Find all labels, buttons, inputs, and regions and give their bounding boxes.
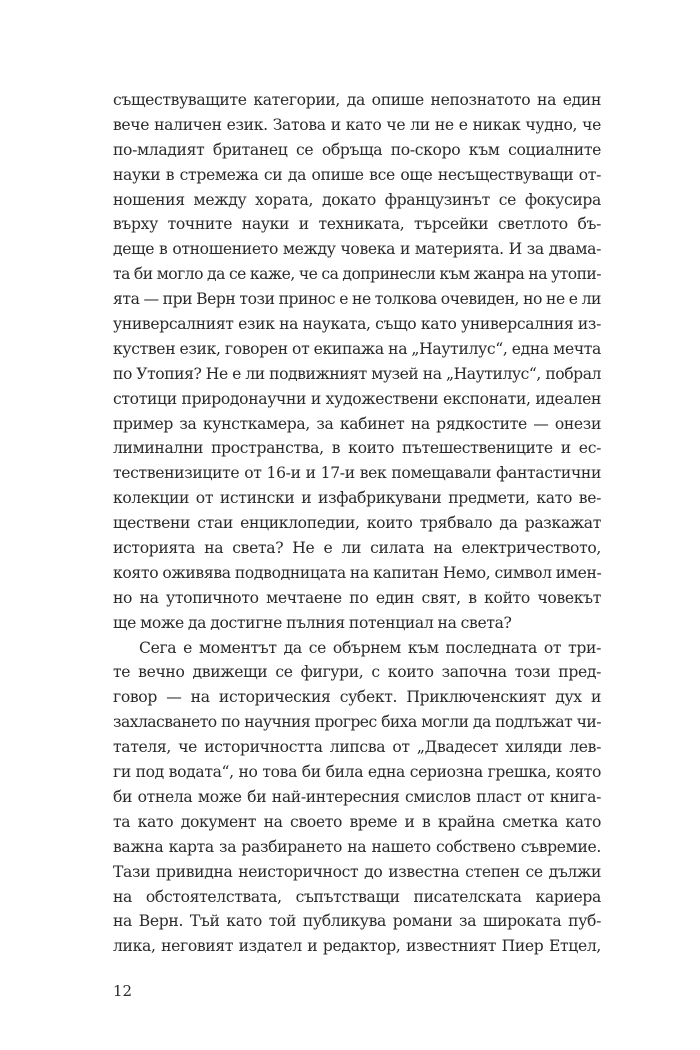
text-line: ще може да достигне пълния потенциал на света? [113, 613, 512, 632]
text-line: по-младият британец се обръща по-скоро към социалните [113, 140, 601, 159]
text-line: те вечно движещи се фигури, с които започна този пред- [113, 663, 601, 682]
text-line: ята — при Верн този принос е не толкова очевиден, но не е ли [113, 290, 601, 309]
text-line: върху точните науки и техниката, търсейки светлото бъ- [113, 215, 601, 234]
text-line: пример за кунсткамера, за кабинет на рядкостите — онези [113, 414, 601, 433]
text-line: на обстоятелствата, съпътстващи писателската кариера [113, 887, 601, 906]
text-line: би отнела може би най-интересния смислов пласт от книга- [113, 787, 601, 806]
paragraph [113, 636, 601, 960]
text-line: Сега е моментът да се обърнем към последната от три- [139, 638, 601, 657]
paragraph [113, 88, 601, 636]
text-line: ществени стаи енциклопедии, които трябвало да разкажат [113, 514, 601, 533]
text-line: науки в стремежа си да опише все още несъществуващи от- [113, 165, 601, 184]
text-line: лиминални пространства, в които пътешествениците и ес- [113, 439, 601, 458]
text-line: тателя, че историчността липсва от „Двадесет хиляди лев- [113, 738, 601, 757]
text-line: говор — на историческия субект. Приключенският дух и [113, 688, 601, 707]
text-line: но на утопичното мечтаене по един свят, в който човекът [113, 588, 601, 607]
text-line: ги под водата“, но това би била една сериозна грешка, която [113, 763, 601, 782]
text-line: лика, неговият издател и редактор, известният Пиер Етцел, [113, 937, 601, 956]
text-line: колекции от истински и изфабрикувани предмети, като ве- [113, 489, 601, 508]
text-line: деще в отношението между човека и материята. И за двама- [113, 240, 601, 259]
text-line: Тази привидна неисторичност до известна степен се дължи [113, 862, 601, 881]
text-line: ношения между хората, докато французинът се фокусира [113, 190, 601, 209]
text-line: историята на света? Не е ли силата на електричеството, [113, 539, 601, 558]
text-line: по Утопия? Не е ли подвижният музей на „Наутилус“, побрал [113, 364, 601, 383]
text-line: захласването по научния прогрес биха могли да подлъжат чи- [113, 713, 601, 732]
text-line: на Верн. Тъй като той публикува романи за широката пуб- [113, 912, 601, 931]
text-line: тественизиците от 16-и и 17-и век помещавали фантастични [113, 464, 601, 483]
text-line: която оживява подводницата на капитан Немо, символ имен- [113, 563, 602, 582]
text-line: та би могло да се каже, че са допринесли към жанра на утопи- [113, 265, 601, 284]
text-line: важна карта за разбирането на нашето собствено съвремие. [113, 837, 601, 856]
text-line: съществуващите категории, да опише непознатото на един [113, 91, 601, 109]
text-line: стотици природонаучни и художествени експонати, идеален [113, 389, 601, 408]
body-text [113, 88, 601, 959]
text-line: универсалният език на науката, също като универсалния из- [113, 315, 601, 334]
text-line: куствен език, говорен от екипажа на „Наутилус“, една мечта [113, 339, 601, 358]
text-line: та като документ на своето време и в крайна сметка като [113, 812, 601, 831]
page-number: 12 [113, 982, 133, 1000]
text-line: вече наличен език. Затова и като че ли не е никак чудно, че [113, 115, 601, 134]
